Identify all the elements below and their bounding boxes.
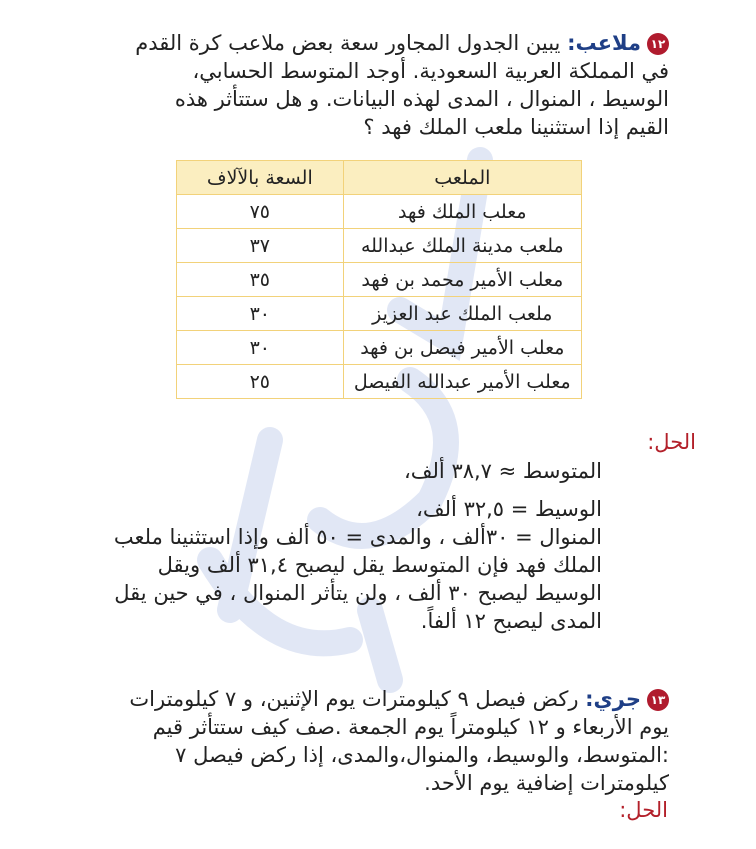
question-keyword: ملاعب:	[567, 31, 641, 55]
capacity-cell: ٧٥	[177, 195, 344, 229]
stadium-name-cell: معلب الأمير فيصل بن فهد	[343, 331, 581, 365]
stadium-capacity-table	[176, 160, 582, 399]
table-row	[177, 263, 582, 297]
table-row	[177, 297, 582, 331]
question-text-line: ركض فيصل ٩ كيلومترات يوم الإثنين، و ٧ كيلومترات	[129, 687, 579, 711]
stadium-name-cell: معلب الملك فهد	[343, 195, 581, 229]
question-text-line: القيم إذا استثنينا ملعب الملك فهد ؟	[363, 115, 669, 139]
stadium-name-cell: معلب الأمير عبدالله الفيصل	[343, 365, 581, 399]
question-13	[49, 686, 669, 798]
solution-text-line: المدى ليصبح ١٢ ألفاً.	[420, 609, 602, 633]
solution-text-line: المنوال = ٣٠ألف ، والمدى = ٥٠ ألف وإذا استثنينا ملعب	[113, 525, 602, 549]
capacity-cell: ٢٥	[177, 365, 344, 399]
table-row	[177, 195, 582, 229]
solution-label: الحل:	[619, 798, 668, 822]
stadium-name-cell: معلب الأمير محمد بن فهد	[343, 263, 581, 297]
question-number-badge: ١٣	[647, 689, 669, 711]
table-header-capacity: السعة بالآلاف	[177, 161, 344, 195]
solution-median: الوسيط = ٣٢,٥ ألف،	[416, 497, 602, 521]
question-text-line: :المتوسط، والوسيط، والمنوال،والمدى، إذا ركض فيصل ٧	[175, 743, 669, 767]
question-number-badge: ١٢	[647, 33, 669, 55]
table-header-stadium: الملعب	[343, 161, 581, 195]
solution-label: الحل:	[647, 430, 696, 454]
solution-12	[42, 458, 602, 638]
table-header-row	[177, 161, 582, 195]
table-row	[177, 229, 582, 263]
question-12	[69, 30, 669, 140]
question-text-line: في المملكة العربية السعودية. أوجد المتوسط الحسابي،	[192, 59, 669, 83]
question-keyword: جري:	[585, 687, 641, 711]
solution-text-line: الملك فهد فإن المتوسط يقل ليصبح ٣١,٤ ألف ويقل	[157, 553, 602, 577]
question-text-line: يوم الأربعاء و ١٢ كيلومتراً يوم الجمعة .صف كيف ستتأثر قيم	[152, 715, 669, 739]
table-row	[177, 365, 582, 399]
capacity-cell: ٣٧	[177, 229, 344, 263]
stadium-name-cell: ملعب مدينة الملك عبدالله	[343, 229, 581, 263]
solution-mean: المتوسط ≈ ٣٨,٧ ألف،	[404, 459, 602, 483]
capacity-cell: ٣٥	[177, 263, 344, 297]
capacity-cell: ٣٠	[177, 297, 344, 331]
stadium-name-cell: ملعب الملك عبد العزيز	[343, 297, 581, 331]
question-text-line: يبين الجدول المجاور سعة بعض ملاعب كرة القدم	[135, 31, 561, 55]
question-text-line: كيلومترات إضافية يوم الأحد.	[424, 771, 669, 795]
capacity-cell: ٣٠	[177, 331, 344, 365]
question-text-line: الوسيط ، المنوال ، المدى لهذه البيانات. و هل ستتأثر هذه	[174, 87, 669, 111]
table-row	[177, 331, 582, 365]
solution-text-line: الوسيط ليصبح ٣٠ ألف ، ولن يتأثر المنوال ، في حين يقل	[114, 581, 602, 605]
